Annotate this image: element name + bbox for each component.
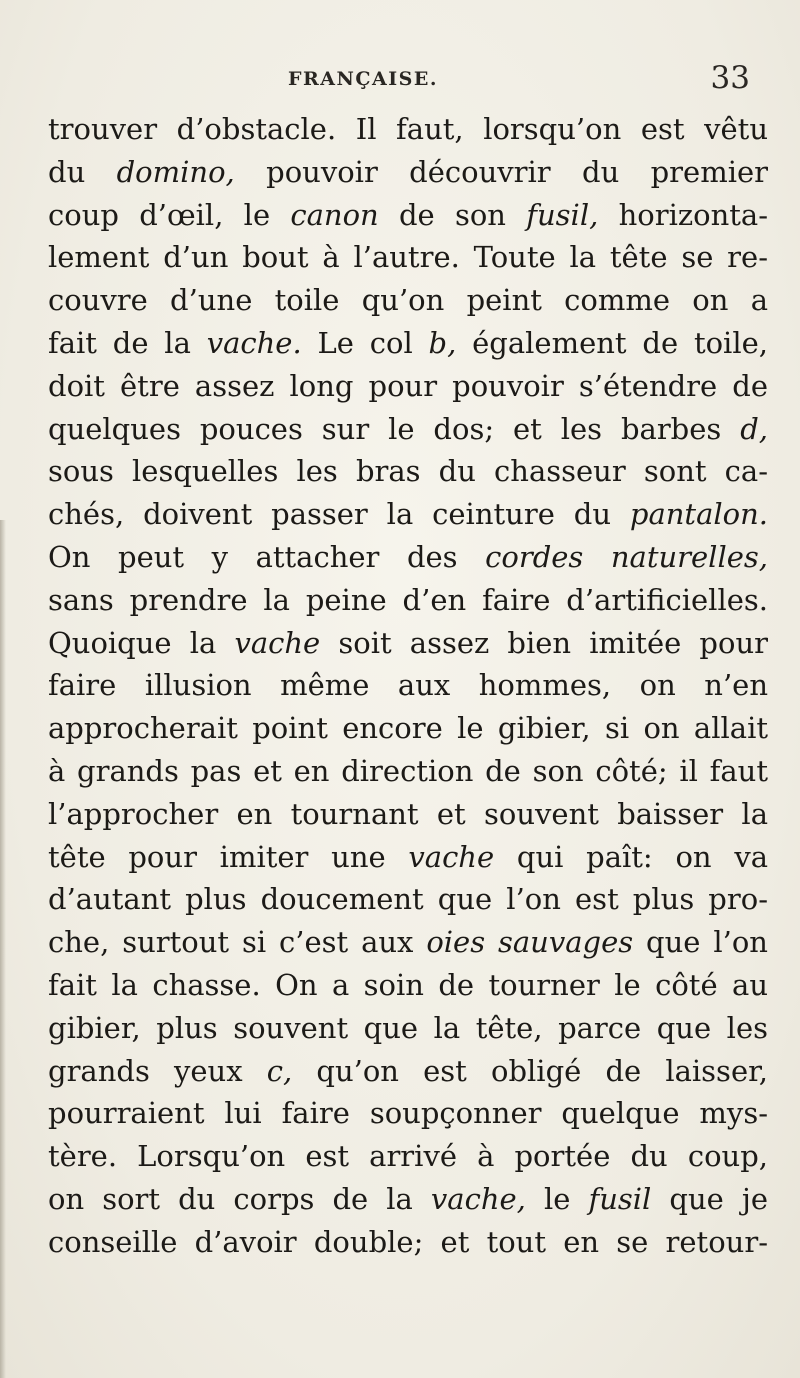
text-segment: que je xyxy=(651,1181,768,1216)
text-segment: faire illusion même aux hommes, on n’en xyxy=(48,668,768,703)
page-number: 33 xyxy=(710,60,750,96)
italic-term: b, xyxy=(428,325,457,360)
text-segment: à grands pas et en direction de son côté; il faut xyxy=(48,753,768,788)
text-segment: sous lesquelles les bras du chasseur sont ca- xyxy=(48,454,768,489)
text-line xyxy=(48,408,768,451)
text-segment: Quoique la xyxy=(48,625,235,660)
text-line xyxy=(48,1221,768,1264)
text-segment: qui paît: on va xyxy=(494,839,768,874)
italic-term: vache xyxy=(234,625,321,660)
text-line xyxy=(48,750,768,793)
text-segment: horizonta- xyxy=(598,197,768,232)
text-segment: de son xyxy=(378,197,527,232)
text-segment: couvre d’une toile qu’on peint comme on a xyxy=(48,283,768,318)
text-segment: du xyxy=(48,154,117,189)
text-segment: trouver d’obstacle. Il faut, lorsqu’on est vêtu xyxy=(48,112,768,146)
italic-term: cordes naturelles, xyxy=(485,539,768,574)
text-segment: également de toile, xyxy=(456,325,768,360)
text-segment: soit assez bien imitée pour xyxy=(320,625,768,660)
text-line xyxy=(48,921,768,964)
text-line xyxy=(48,151,768,194)
text-line xyxy=(48,579,768,622)
text-segment: d’autant plus doucement que l’on est plus pro- xyxy=(48,882,768,917)
text-segment: l’approcher en tournant et souvent baisser la xyxy=(48,796,768,831)
text-line xyxy=(48,1178,768,1221)
page-header xyxy=(0,60,800,100)
text-segment: chés, doivent passer la ceinture du xyxy=(48,497,630,532)
text-segment: sans prendre la peine d’en faire d’artificielles. xyxy=(48,582,768,617)
text-line xyxy=(48,878,768,921)
text-line xyxy=(48,707,768,750)
text-line xyxy=(48,536,768,579)
text-line xyxy=(48,664,768,707)
text-segment: On peut y attacher des xyxy=(48,539,486,574)
text-line xyxy=(48,1007,768,1050)
text-segment: approcherait point encore le gibier, si on allait xyxy=(48,711,768,746)
text-segment: gibier, plus souvent que la tête, parce que les xyxy=(48,1010,768,1045)
text-line xyxy=(48,194,768,237)
body-text xyxy=(48,108,768,1264)
italic-term: oies sauvages xyxy=(426,925,634,960)
italic-term: vache. xyxy=(206,325,302,360)
running-head: FRANÇAISE. xyxy=(288,68,438,90)
italic-term: fusil, xyxy=(526,197,599,232)
text-line xyxy=(48,1092,768,1135)
text-line xyxy=(48,493,768,536)
text-line xyxy=(48,236,768,279)
text-segment: quelques pouces sur le dos; et les barbes xyxy=(48,411,741,446)
text-line xyxy=(48,622,768,665)
text-line xyxy=(48,836,768,879)
text-segment: tère. Lorsqu’on est arrivé à portée du coup, xyxy=(48,1139,768,1174)
text-line xyxy=(48,322,768,365)
text-segment: fait la chasse. On a soin de tourner le côté au xyxy=(48,967,768,1002)
text-segment: grands yeux xyxy=(48,1053,267,1088)
text-segment: que l’on xyxy=(633,925,768,960)
italic-term: vache, xyxy=(430,1181,526,1216)
text-line xyxy=(48,793,768,836)
text-line xyxy=(48,365,768,408)
italic-term: canon xyxy=(290,197,379,232)
text-segment: pourraient lui faire soupçonner quelque mys- xyxy=(48,1096,768,1131)
italic-term: d, xyxy=(740,411,768,446)
text-line xyxy=(48,1050,768,1093)
text-segment: qu’on est obligé de laisser, xyxy=(292,1053,769,1088)
italic-term: vache xyxy=(408,839,495,874)
italic-term: c, xyxy=(266,1053,293,1088)
italic-term: fusil xyxy=(588,1181,652,1216)
text-segment: coup d’œil, le xyxy=(48,197,291,232)
text-segment: le xyxy=(525,1181,589,1216)
text-line xyxy=(48,279,768,322)
text-segment: Le col xyxy=(301,325,429,360)
text-segment: lement d’un bout à l’autre. Toute la tête se re- xyxy=(48,240,768,275)
text-segment: doit être assez long pour pouvoir s’étendre de xyxy=(48,368,768,403)
text-segment: fait de la xyxy=(48,325,207,360)
text-line xyxy=(48,1135,768,1178)
text-line xyxy=(48,964,768,1007)
text-segment: che, surtout si c’est aux xyxy=(48,925,427,960)
text-segment: pouvoir découvrir du premier xyxy=(234,154,768,189)
text-line xyxy=(48,108,768,151)
text-segment: on sort du corps de la xyxy=(48,1181,431,1216)
text-segment: tête pour imiter une xyxy=(48,839,409,874)
page-edge-shadow xyxy=(0,520,6,1378)
italic-term: pantalon. xyxy=(629,497,768,532)
text-segment: conseille d’avoir double; et tout en se retour- xyxy=(48,1224,768,1259)
italic-term: domino, xyxy=(116,154,235,189)
text-line xyxy=(48,450,768,493)
